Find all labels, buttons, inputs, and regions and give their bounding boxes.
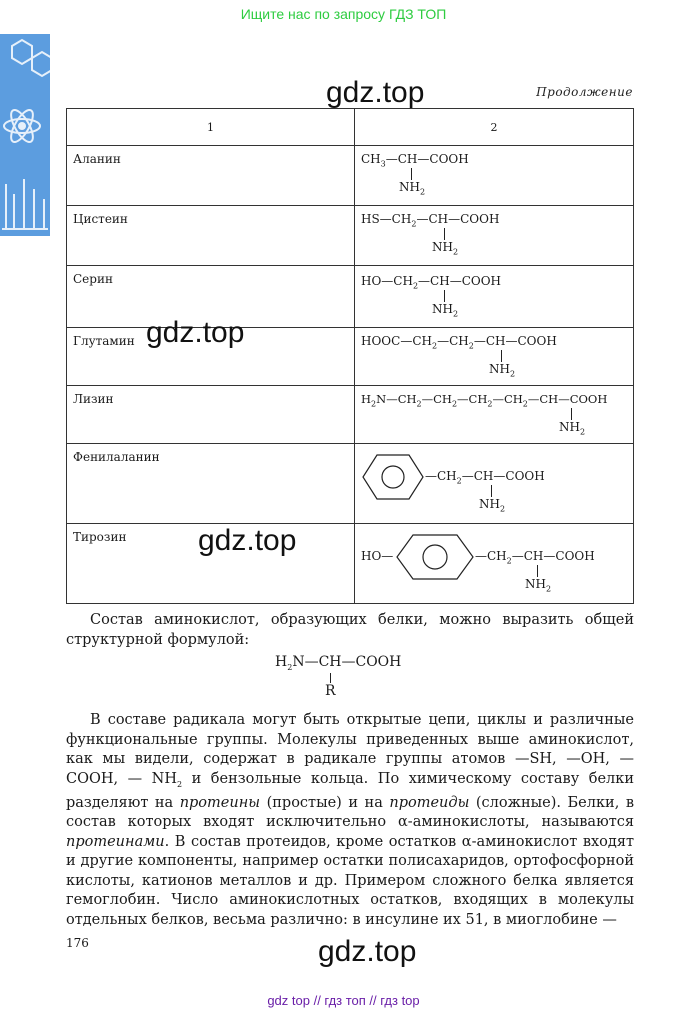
bottom-banner[interactable]: gdz top // гдз топ // гдз top <box>267 993 420 1008</box>
paragraph <box>66 711 634 930</box>
bond-line <box>444 290 445 302</box>
table-row <box>67 146 634 206</box>
formula-subscript: 2 <box>506 556 512 566</box>
structural-formula <box>355 266 633 326</box>
formula-subscript: 2 <box>509 369 516 379</box>
formula-text: HO—CH <box>361 274 413 288</box>
formula-text: —CH—COOH <box>416 212 500 226</box>
formula-text: —CH—COOH <box>511 549 595 563</box>
bond-line <box>501 350 502 362</box>
formula-text: CH <box>361 152 381 166</box>
formula-text: H <box>361 392 372 406</box>
formula-cell <box>355 524 634 604</box>
formula-subscript: 2 <box>412 281 419 291</box>
bond-line <box>444 228 445 240</box>
term-emphasis: протеиды <box>389 794 470 811</box>
formula-text: —CH—COOH <box>385 152 469 166</box>
chemistry-decoration-image <box>0 34 50 236</box>
bond-line <box>411 168 412 180</box>
formula-subscript: 2 <box>452 247 459 257</box>
formula-text: —CH <box>425 469 457 483</box>
watermark: gdz.top <box>318 935 417 968</box>
formula-text: —CH <box>421 392 452 406</box>
structural-formula <box>355 328 633 384</box>
table-row <box>67 386 634 444</box>
paragraph-text: . В состав протеидов, кроме остатков α-аминокислот входят и другие компоненты, например остатки полисахаридов, ортофосфорной кислоты, катионов металлов и др. Примером сложного белка является гемоглобин. Число аминокислотных остатков, входящих в молекулы отдельных белков, весьма различно: в инсулине их 51, в миоглобине — <box>66 833 634 928</box>
bond-line <box>330 673 331 683</box>
formula-text: —CH—COOH <box>527 392 608 406</box>
formula-subscript: 2 <box>177 779 183 789</box>
formula-cell <box>355 146 634 206</box>
structural-formula <box>355 146 633 204</box>
table-header-cell: 2 <box>355 109 634 146</box>
formula-cell <box>355 386 634 444</box>
formula-text: —CH—COOH <box>473 334 557 348</box>
amino-acid-name-text: Аланин <box>73 152 121 166</box>
formula-subscript: 2 <box>411 219 417 229</box>
amino-acid-name-text: Цистеин <box>73 212 128 226</box>
formula-text: —CH <box>457 392 488 406</box>
table-header-cell: 1 <box>67 109 355 146</box>
table-row <box>67 206 634 266</box>
formula-subscript: 3 <box>380 159 386 169</box>
formula-text: —CH <box>492 392 523 406</box>
formula-cell <box>355 266 634 328</box>
formula-text: HO— <box>361 549 394 563</box>
watermark: gdz.top <box>198 524 297 557</box>
formula-subscript: 2 <box>456 476 462 486</box>
watermark: gdz.top <box>146 316 245 349</box>
amino-acid-name <box>67 386 355 444</box>
amino-acid-name <box>67 206 355 266</box>
formula-subscript: 2 <box>499 504 506 514</box>
structural-formula <box>355 206 633 264</box>
formula-text: NH <box>479 497 500 511</box>
formula-cell <box>355 206 634 266</box>
formula-text: NH <box>525 577 546 591</box>
page-number: 176 <box>66 936 89 950</box>
top-banner[interactable]: Ищите нас по запросу ГДЗ ТОП <box>240 6 447 22</box>
benzene-ring-icon <box>361 452 425 502</box>
formula-text: —CH—COOH <box>461 469 545 483</box>
amino-acid-name <box>67 444 355 524</box>
formula-subscript: 2 <box>579 427 586 437</box>
formula-text: NH <box>399 180 420 194</box>
structural-formula <box>355 524 633 602</box>
amino-acid-name-text: Лизин <box>73 392 114 406</box>
formula-subscript: 2 <box>451 399 458 409</box>
formula-subscript: 2 <box>545 584 552 594</box>
formula-radical: R <box>325 683 336 699</box>
paragraph-text: В составе радикала могут быть открытые цепи, циклы и различные функциональные группы. Молекулы приведенных выше аминокислот, как мы видели, содержат в радикале группы атомов —SH, —OH, —COOH, — NH <box>66 712 634 787</box>
paragraph-text: (простые) и на <box>260 794 390 811</box>
amino-acid-name <box>67 146 355 206</box>
table-row <box>67 444 634 524</box>
amino-acid-name-text: Глутамин <box>73 334 135 348</box>
formula-subscript: 2 <box>452 309 459 319</box>
formula-text: NH <box>432 240 453 254</box>
formula-text: N—CH—COOH <box>292 654 402 670</box>
formula-text: H <box>275 654 288 670</box>
paragraph-text: и бензольные кольца. По химическому составу белки разделяют на <box>66 770 634 811</box>
formula-subscript: 2 <box>487 399 493 409</box>
structural-formula <box>355 444 633 522</box>
formula-subscript: 2 <box>468 341 474 351</box>
bond-line <box>537 565 538 577</box>
structural-formula <box>355 386 633 442</box>
amino-acid-name-text: Тирозин <box>73 530 127 544</box>
formula-text: N—CH <box>376 392 417 406</box>
watermark: gdz.top <box>326 76 425 109</box>
formula-text: —CH <box>437 334 469 348</box>
formula-subscript: 2 <box>431 341 438 351</box>
term-emphasis: протеинами <box>66 833 165 850</box>
formula-subscript: 2 <box>371 399 377 409</box>
paragraph: Состав аминокислот, образующих белки, можно выразить общей структурной формулой: <box>66 612 634 648</box>
formula-cell <box>355 328 634 386</box>
formula-subscript: 2 <box>522 399 528 409</box>
formula-cell <box>355 444 634 524</box>
formula-subscript: 2 <box>416 399 422 409</box>
amino-acid-name-text: Фенилаланин <box>73 450 160 464</box>
continuation-label: Продолжение <box>536 85 633 99</box>
formula-subscript: 2 <box>419 187 426 197</box>
term-emphasis: протеины <box>179 794 261 811</box>
bond-line <box>491 485 492 497</box>
table-header-row <box>67 109 634 146</box>
formula-subscript: 2 <box>287 662 293 672</box>
bond-line <box>571 408 572 420</box>
formula-text: NH <box>559 420 580 434</box>
formula-text: —CH—COOH <box>418 274 502 288</box>
formula-text: NH <box>432 302 453 316</box>
formula-text: HOOC—CH <box>361 334 432 348</box>
formula-text: HS—CH <box>361 212 412 226</box>
table-row <box>67 524 634 604</box>
benzene-ring-icon <box>395 532 475 582</box>
formula-text: NH <box>489 362 510 376</box>
formula-text: —CH <box>475 549 507 563</box>
paragraph-text: (сложные). Белки, в состав которых входят исключительно α-аминокислоты, называются <box>66 794 634 831</box>
amino-acid-name-text: Серин <box>73 272 113 286</box>
amino-acid-table <box>66 108 634 604</box>
